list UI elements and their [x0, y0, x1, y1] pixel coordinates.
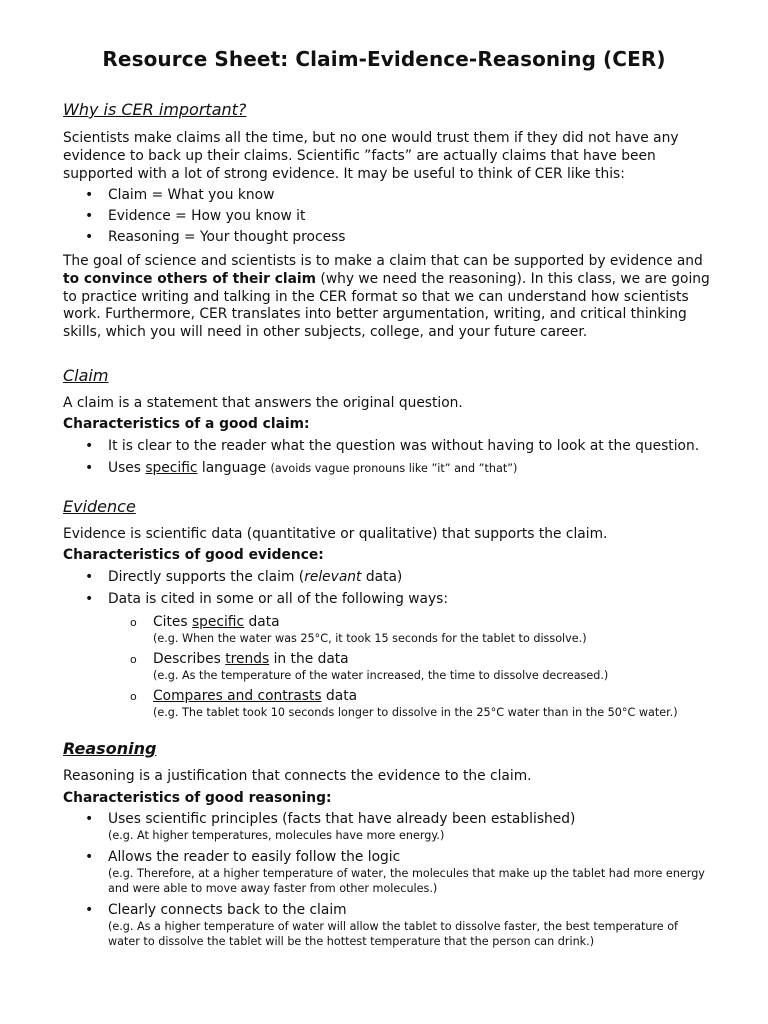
claim-bullet: [63, 460, 713, 477]
evidence-bullet1-pre: Directly supports the claim (: [108, 569, 305, 585]
sub2-example: (e.g. As the temperature of the water increased, the time to dissolve decreased.): [153, 669, 609, 682]
evidence-bullet1-emphasis: relevant: [304, 569, 362, 585]
reasoning-bullet: [63, 811, 713, 843]
evidence-subbullet: [63, 651, 713, 683]
why-bullet: • Claim = What you know: [63, 187, 713, 204]
claim-bullet2-post: language: [197, 460, 271, 476]
reasoning-b3-example: (e.g. As a higher temperature of water will allow the tablet to dissolve faster, the best temperature of water to dissolve the tablet will be the hottest temperature that the person can drink.): [108, 920, 678, 948]
why-paragraph: [63, 253, 713, 342]
why-bullets: [63, 187, 713, 246]
reasoning-b1-example: (e.g. At higher temperatures, molecules have more energy.): [108, 829, 445, 842]
sub2-underlined: trends: [225, 651, 270, 667]
claim-bullet2-underlined: specific: [145, 460, 198, 476]
evidence-heading: Evidence: [63, 497, 136, 516]
why-paragraph-b: (why we need the reasoning). In this class, we are going to practice writing and talking in the CER format so that we can understand how scientists work. Furthermore, CER translates into better argumentation, writing, and critical thinking skills, which you will need in other subjects, college, and your future career.: [63, 270, 710, 341]
claim-definition: A claim is a statement that answers the original question.: [63, 395, 463, 411]
why-intro: Scientists make claims all the time, but no one would trust them if they did not have any evidence to back up their claims. Scientific ”facts” are actually claims that have been supported with a lot of strong evidence. It may be useful to think of CER like this:: [63, 130, 679, 182]
reasoning-heading: Reasoning: [63, 739, 157, 758]
sub1-pre: Cites: [153, 614, 192, 630]
reasoning-bullets: [63, 811, 713, 949]
reasoning-b3: Clearly connects back to the claim: [108, 902, 347, 918]
evidence-subheading: Characteristics of good evidence:: [63, 547, 324, 563]
evidence-bullet1-post: data): [361, 569, 403, 585]
evidence-bullets: [63, 569, 713, 608]
reasoning-bullet: [63, 849, 713, 896]
reasoning-bullet: [63, 902, 713, 949]
reasoning-definition: Reasoning is a justification that connects the evidence to the claim.: [63, 768, 532, 784]
reasoning-subheading: Characteristics of good reasoning:: [63, 790, 332, 806]
why-paragraph-bold: to convince others of their claim: [63, 270, 317, 287]
evidence-bullet: [63, 569, 713, 586]
why-bullet: • Reasoning = Your thought process: [63, 229, 713, 246]
sub1-post: data: [244, 614, 280, 630]
claim-bullet2-pre: Uses: [108, 460, 146, 476]
claim-bullet: • It is clear to the reader what the question was without having to look at the question.: [63, 438, 713, 455]
why-heading: Why is CER important?: [63, 100, 247, 119]
evidence-subbullets: [63, 614, 713, 720]
sub3-post: data: [321, 688, 358, 704]
sub2-pre: Describes: [153, 651, 226, 667]
sub3-example: (e.g. The tablet took 10 seconds longer to dissolve in the 25°C water than in the 50°C water.): [153, 706, 678, 719]
evidence-subbullet: [63, 688, 713, 720]
why-paragraph-a: The goal of science and scientists is to make a claim that can be supported by evidence and: [63, 253, 703, 269]
sub1-example: (e.g. When the water was 25°C, it took 15 seconds for the tablet to dissolve.): [153, 632, 587, 645]
why-bullet: • Evidence = How you know it: [63, 208, 713, 225]
sub2-post: in the data: [269, 651, 349, 667]
page-title: Resource Sheet: Claim-Evidence-Reasoning (CER): [102, 47, 666, 71]
reasoning-b1: Uses scientific principles (facts that have already been established): [108, 811, 576, 827]
sub1-underlined: specific: [191, 614, 245, 630]
claim-bullets: [63, 438, 713, 477]
evidence-definition: Evidence is scientific data (quantitative or qualitative) that supports the claim.: [63, 526, 608, 542]
reasoning-b2-example: (e.g. Therefore, at a higher temperature of water, the molecules that make up the tablet had more energy and were able to move away faster from other molecules.): [108, 867, 705, 895]
evidence-bullet: • Data is cited in some or all of the following ways:: [63, 591, 713, 608]
claim-bullet2-note: (avoids vague pronouns like ”it” and ”that”): [270, 462, 518, 475]
sub3-underlined: Compares and contrasts: [153, 688, 322, 704]
evidence-subbullet: [63, 614, 713, 646]
reasoning-b2: Allows the reader to easily follow the logic: [108, 849, 401, 865]
claim-subheading: Characteristics of a good claim:: [63, 416, 310, 432]
claim-heading: Claim: [63, 366, 109, 385]
